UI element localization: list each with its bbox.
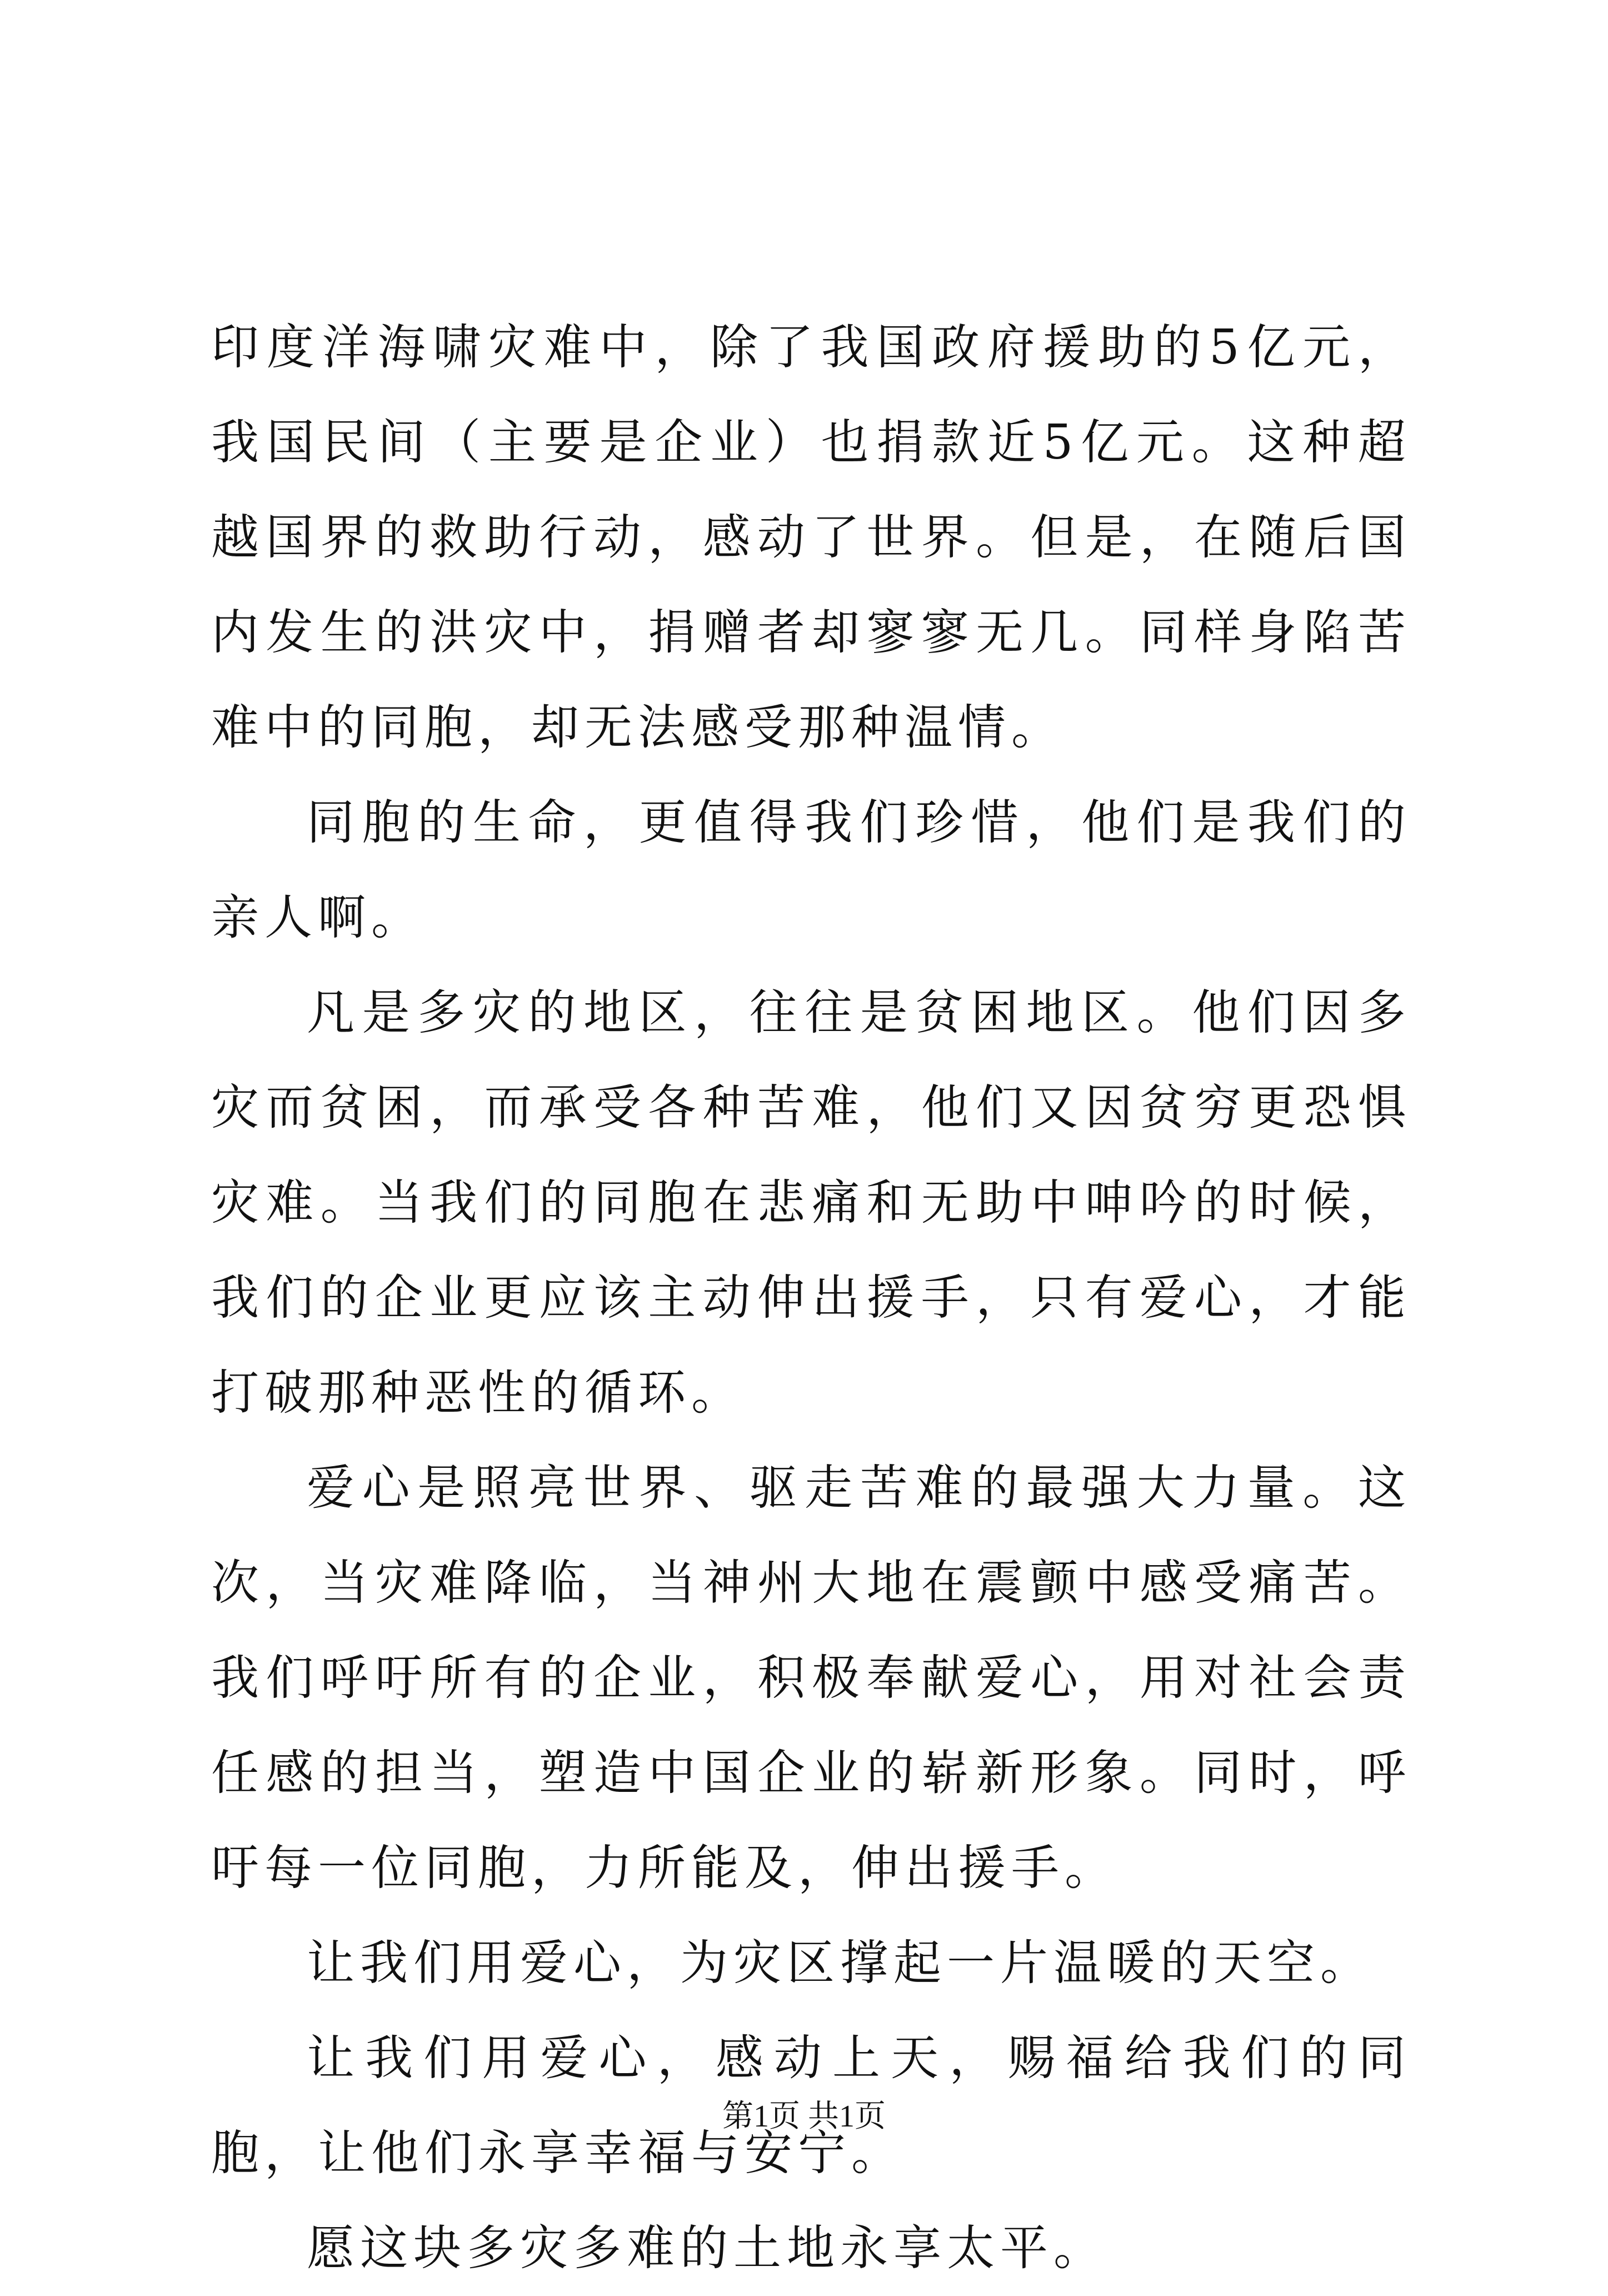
document-body [211,300,1411,2296]
paragraph: 爱心是照亮世界、驱走苦难的最强大力量。这次，当灾难降临，当神州大地在震颤中感受痛苦。我们呼吁所有的企业，积极奉献爱心，用对社会责任感的担当，塑造中国企业的崭新形象。同时，呼吁每一位同胞，力所能及，伸出援手。 [211,1460,1411,1896]
paragraph: 同胞的生命，更值得我们珍惜，他们是我们的亲人啊。 [211,795,1411,945]
paragraph: 愿这块多灾多难的土地永享太平。 [307,2220,1107,2276]
page-footer: 第1页 共1页 [722,2099,886,2134]
paragraph-continuation: 印度洋海啸灾难中，除了我国政府援助的5亿元，我国民间（主要是企业）也捐款近5亿元。这种超越国界的救助行动，感动了世界。但是，在随后国内发生的洪灾中，捐赠者却寥寥无几。同样身陷苦难中的同胞，却无法感受那种温情。 [211,320,1411,755]
paragraph: 凡是多灾的地区，往往是贫困地区。他们因多灾而贫困，而承受各种苦难，他们又因贫穷更恐惧灾难。当我们的同胞在悲痛和无助中呻吟的时候，我们的企业更应该主动伸出援手，只有爱心，才能打破那种恶性的循环。 [211,985,1411,1421]
paragraph: 让我们用爱心，感动上天，赐福给我们的同胞，让他们永享幸福与安宁。 [211,2030,1411,2181]
paragraph: 让我们用爱心，为灾区撑起一片温暖的天空。 [307,1935,1374,1991]
